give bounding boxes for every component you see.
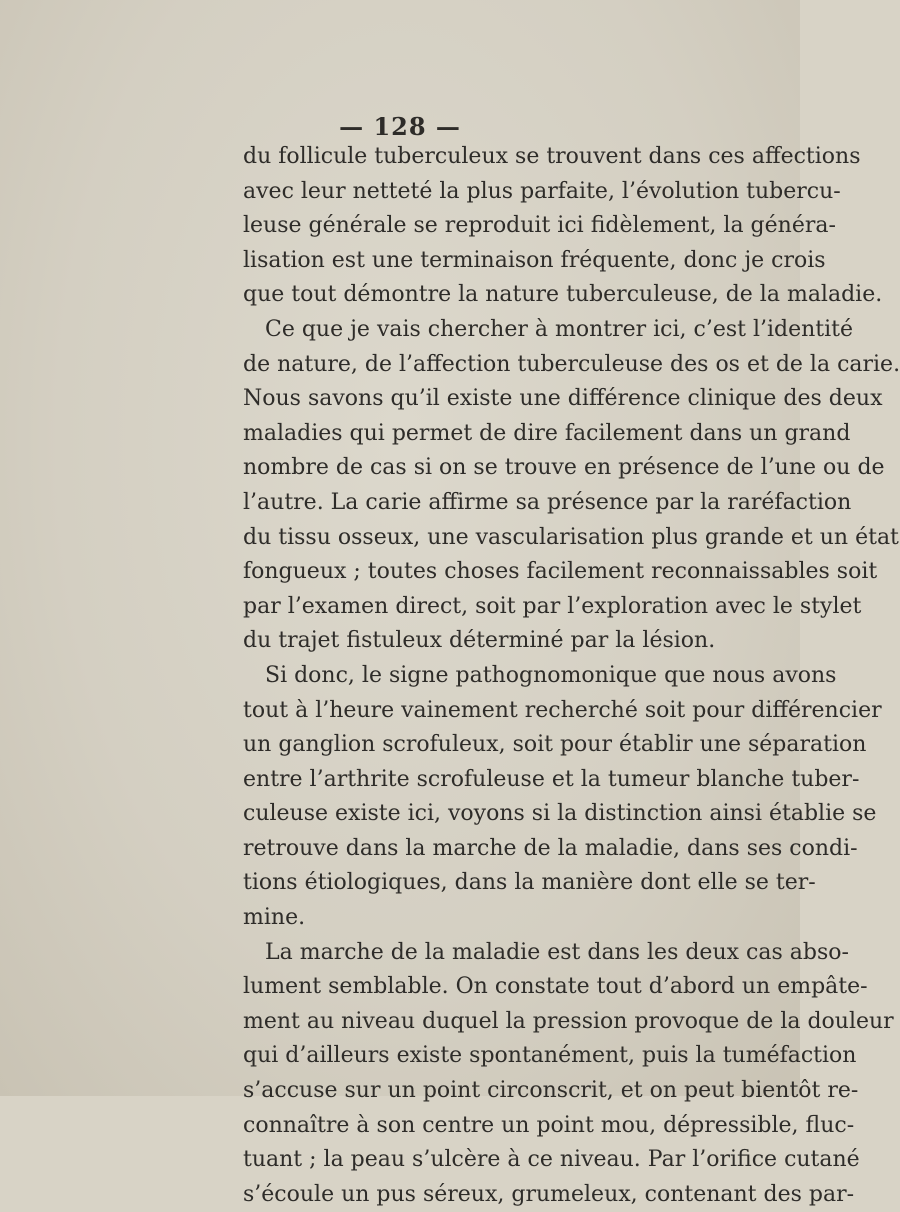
text-line: leuse générale se reproduit ici fidèlement, la généra- [243,213,836,239]
text-line: qui d’ailleurs existe spontanément, puis la tuméfaction [243,1043,857,1069]
text-line: par l’examen direct, soit par l’exploration avec le stylet [243,593,862,619]
text-line: de nature, de l’affection tuberculeuse des os et de la carie. [243,351,900,377]
page-number: — 128 — [339,112,461,141]
text-line: Nous savons qu’il existe une différence clinique des deux [243,386,883,412]
text-line: lument semblable. On constate tout d’abord un empâte- [243,974,868,1000]
text-line: mine. [243,905,306,931]
text-line: tions étiologiques, dans la manière dont elle se ter- [243,870,816,896]
text-line: Ce que je vais chercher à montrer ici, c’est l’identité [265,316,854,342]
text-line: s’accuse sur un point circonscrit, et on peut bientôt re- [243,1078,859,1104]
text-line: du trajet fistuleux déterminé par la lésion. [243,628,716,654]
text-line: fongueux ; toutes choses facilement reconnaissables soit [243,559,878,585]
text-line: que tout démontre la nature tuberculeuse, de la maladie. [243,282,883,308]
text-line: du follicule tuberculeux se trouvent dans ces affections [243,144,861,169]
text-line: entre l’arthrite scrofuleuse et la tumeur blanche tuber- [243,766,860,792]
text-line: ment au niveau duquel la pression provoque de la douleur [243,1008,894,1034]
text-line: l’autre. La carie affirme sa présence par la raréfaction [243,489,852,515]
text-line: La marche de la maladie est dans les deux cas abso- [265,939,849,965]
text-line: connaître à son centre un point mou, dépressible, fluc- [243,1112,855,1138]
text-line: tuant ; la peau s’ulcère à ce niveau. Par l’orifice cutané [243,1147,860,1173]
text-line: du tissu osseux, une vascularisation plus grande et un état [243,524,899,550]
text-line: lisation est une terminaison fréquente, donc je crois [243,247,826,273]
text-line: s’écoule un pus séreux, grumeleux, contenant des par- [243,1181,855,1207]
page-body-text [243,140,900,1212]
text-line: tout à l’heure vainement recherché soit pour différencier [243,697,882,723]
text-line: un ganglion scrofuleux, soit pour établir une séparation [243,732,867,758]
text-line: maladies qui permet de dire facilement dans un grand [243,420,851,446]
text-line: retrouve dans la marche de la maladie, dans ses condi- [243,835,858,861]
text-line: avec leur netteté la plus parfaite, l’évolution tubercu- [243,178,841,204]
text-line: culeuse existe ici, voyons si la distinction ainsi établie se [243,801,877,827]
text-line: Si donc, le signe pathognomonique que nous avons [265,662,837,688]
text-line: nombre de cas si on se trouve en présence de l’une ou de [243,455,885,481]
